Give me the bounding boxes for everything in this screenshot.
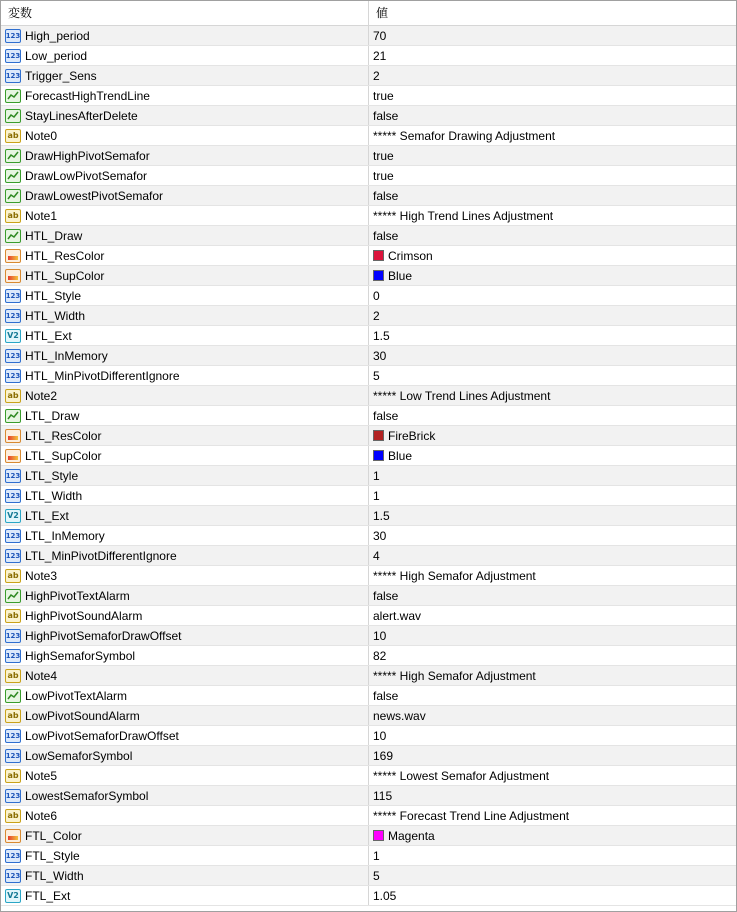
parameter-value: 4 (373, 548, 380, 563)
integer-type-icon: 123 (5, 289, 21, 303)
parameter-value: 2 (373, 68, 380, 83)
parameter-value: 5 (373, 368, 380, 383)
parameter-value: 115 (373, 788, 393, 803)
parameter-value-cell[interactable] (369, 206, 736, 225)
parameter-name: High_period (25, 28, 90, 43)
parameter-name: Note1 (25, 208, 58, 223)
parameter-value: ***** Lowest Semafor Adjustment (373, 768, 550, 783)
integer-type-icon: 123 (5, 869, 21, 883)
double-type-icon: V2 (5, 889, 21, 903)
integer-type-icon: 123 (5, 469, 21, 483)
parameter-row[interactable] (1, 366, 736, 386)
boolean-type-icon (5, 229, 21, 243)
parameter-name: Trigger_Sens (25, 68, 97, 83)
parameter-value: 10 (373, 628, 387, 643)
parameter-row[interactable] (1, 126, 736, 146)
parameter-row[interactable] (1, 86, 736, 106)
parameter-name: HighPivotSemaforDrawOffset (25, 628, 182, 643)
parameter-value: 5 (373, 868, 380, 883)
integer-type-icon: 123 (5, 349, 21, 363)
parameter-value: 1 (373, 488, 380, 503)
boolean-type-icon (5, 149, 21, 163)
string-type-icon: ab (5, 209, 21, 223)
parameter-row[interactable] (1, 166, 736, 186)
parameter-row[interactable] (1, 506, 736, 526)
integer-type-icon: 123 (5, 69, 21, 83)
parameter-name-cell (1, 26, 369, 45)
parameter-value-cell[interactable] (369, 266, 736, 285)
parameter-value: true (373, 148, 394, 163)
string-type-icon: ab (5, 129, 21, 143)
parameter-name-cell (1, 386, 369, 405)
parameter-name: HighSemaforSymbol (25, 648, 136, 663)
integer-type-icon: 123 (5, 29, 21, 43)
parameter-name-cell (1, 566, 369, 585)
integer-type-icon: 123 (5, 369, 21, 383)
parameter-name: HTL_Width (25, 308, 86, 323)
string-type-icon: ab (5, 609, 21, 623)
color-swatch (373, 830, 384, 841)
parameter-row[interactable] (1, 326, 736, 346)
parameter-row[interactable] (1, 26, 736, 46)
parameter-name: StayLinesAfterDelete (25, 108, 138, 123)
parameter-name-cell (1, 166, 369, 185)
parameter-name: FTL_Color (25, 828, 82, 843)
parameter-value: 21 (373, 48, 387, 63)
parameter-row[interactable] (1, 66, 736, 86)
parameter-name: HighPivotSoundAlarm (25, 608, 143, 623)
parameter-value: 1.5 (373, 508, 390, 523)
parameter-name-cell (1, 506, 369, 525)
parameter-row[interactable] (1, 666, 736, 686)
parameter-rows (1, 26, 736, 906)
parameter-name-cell (1, 786, 369, 805)
double-type-icon: V2 (5, 329, 21, 343)
parameter-name: FTL_Style (25, 848, 80, 863)
parameter-name-cell (1, 346, 369, 365)
parameter-row[interactable] (1, 286, 736, 306)
parameter-row[interactable] (1, 826, 736, 846)
parameter-value-cell[interactable] (369, 386, 736, 405)
parameter-row[interactable] (1, 446, 736, 466)
parameter-value-cell[interactable] (369, 126, 736, 145)
parameter-value-cell[interactable] (369, 726, 736, 745)
integer-type-icon: 123 (5, 849, 21, 863)
parameter-value: 2 (373, 308, 380, 323)
parameter-name-cell (1, 326, 369, 345)
parameter-name-cell (1, 746, 369, 765)
parameter-name-cell (1, 366, 369, 385)
parameter-value-cell[interactable] (369, 806, 736, 825)
parameter-value-cell[interactable] (369, 486, 736, 505)
string-type-icon: ab (5, 569, 21, 583)
parameter-row[interactable] (1, 646, 736, 666)
parameter-value: Blue (388, 268, 413, 283)
parameter-row[interactable] (1, 306, 736, 326)
parameter-name-cell (1, 486, 369, 505)
parameter-row[interactable] (1, 426, 736, 446)
parameter-name: Note2 (25, 388, 58, 403)
parameter-value: true (373, 88, 394, 103)
parameter-value: true (373, 168, 394, 183)
parameter-row[interactable] (1, 626, 736, 646)
string-type-icon: ab (5, 809, 21, 823)
parameter-name-cell (1, 546, 369, 565)
parameter-value-cell[interactable] (369, 86, 736, 105)
parameter-value: 0 (373, 288, 380, 303)
parameter-row[interactable] (1, 686, 736, 706)
parameter-name: DrawHighPivotSemafor (25, 148, 150, 163)
parameter-value: false (373, 408, 399, 423)
parameter-value-cell[interactable] (369, 66, 736, 85)
parameter-value: 1.5 (373, 328, 390, 343)
parameter-value-cell[interactable] (369, 846, 736, 865)
parameter-row[interactable] (1, 486, 736, 506)
parameter-name-cell (1, 666, 369, 685)
color-swatch (373, 250, 384, 261)
color-type-icon (5, 249, 21, 263)
parameter-name-cell (1, 706, 369, 725)
parameter-value: 169 (373, 748, 394, 763)
parameter-value: 1 (373, 848, 380, 863)
parameter-value-cell[interactable] (369, 506, 736, 525)
parameter-value-cell[interactable] (369, 866, 736, 885)
parameter-name-cell (1, 866, 369, 885)
parameter-value: 10 (373, 728, 387, 743)
parameter-value-cell[interactable] (369, 226, 736, 245)
parameter-row[interactable] (1, 706, 736, 726)
column-header-value[interactable]: 値 (376, 6, 389, 20)
parameter-name-cell (1, 526, 369, 545)
parameter-value: FireBrick (388, 428, 436, 443)
parameter-value-cell[interactable] (369, 646, 736, 665)
parameter-name-cell (1, 446, 369, 465)
parameter-value-cell[interactable] (369, 406, 736, 425)
parameter-value: false (373, 188, 399, 203)
parameter-value-cell[interactable] (369, 746, 736, 765)
parameter-name-cell (1, 146, 369, 165)
parameter-name: FTL_Ext (25, 888, 71, 903)
parameter-row[interactable] (1, 866, 736, 886)
string-type-icon: ab (5, 669, 21, 683)
parameter-name: DrawLowPivotSemafor (25, 168, 148, 183)
parameter-name-cell (1, 86, 369, 105)
color-swatch (373, 450, 384, 461)
parameter-name-cell (1, 46, 369, 65)
double-type-icon: V2 (5, 509, 21, 523)
boolean-type-icon (5, 689, 21, 703)
parameter-row[interactable] (1, 226, 736, 246)
parameter-name-cell (1, 686, 369, 705)
parameter-value-cell[interactable] (369, 186, 736, 205)
integer-type-icon: 123 (5, 489, 21, 503)
parameter-row[interactable] (1, 346, 736, 366)
parameter-row[interactable] (1, 46, 736, 66)
string-type-icon: ab (5, 389, 21, 403)
parameter-value-cell[interactable] (369, 286, 736, 305)
integer-type-icon: 123 (5, 749, 21, 763)
parameter-value: false (373, 588, 399, 603)
parameter-name-cell (1, 106, 369, 125)
parameter-value-cell[interactable] (369, 306, 736, 325)
grid-header (1, 1, 736, 26)
string-type-icon: ab (5, 709, 21, 723)
parameter-row[interactable] (1, 726, 736, 746)
parameter-row[interactable] (1, 266, 736, 286)
integer-type-icon: 123 (5, 789, 21, 803)
color-type-icon (5, 829, 21, 843)
parameter-name: LowSemaforSymbol (25, 748, 133, 763)
parameter-value-cell[interactable] (369, 526, 736, 545)
parameter-value-cell[interactable] (369, 106, 736, 125)
parameter-value-cell[interactable] (369, 766, 736, 785)
parameter-value-cell[interactable] (369, 666, 736, 685)
parameter-name-cell (1, 606, 369, 625)
parameter-row[interactable] (1, 886, 736, 906)
parameter-name-cell (1, 126, 369, 145)
parameter-value: ***** High Trend Lines Adjustment (373, 208, 554, 223)
parameter-value-cell[interactable] (369, 606, 736, 625)
parameter-name-cell (1, 846, 369, 865)
parameter-row[interactable] (1, 606, 736, 626)
color-type-icon (5, 449, 21, 463)
parameter-value-cell[interactable] (369, 26, 736, 45)
parameter-row[interactable] (1, 566, 736, 586)
parameter-name-cell (1, 206, 369, 225)
parameter-name-cell (1, 886, 369, 905)
parameter-row[interactable] (1, 386, 736, 406)
parameter-name-cell (1, 766, 369, 785)
parameter-value: Crimson (388, 248, 433, 263)
parameter-value: false (373, 108, 399, 123)
parameter-name-cell (1, 186, 369, 205)
boolean-type-icon (5, 589, 21, 603)
parameter-name: LTL_MinPivotDifferentIgnore (25, 548, 177, 563)
parameter-row[interactable] (1, 246, 736, 266)
parameter-name: LowPivotSemaforDrawOffset (25, 728, 179, 743)
parameter-name: LTL_InMemory (25, 528, 105, 543)
integer-type-icon: 123 (5, 529, 21, 543)
parameter-row[interactable] (1, 586, 736, 606)
parameter-name: HTL_Draw (25, 228, 83, 243)
parameter-name-cell (1, 66, 369, 85)
parameter-value: ***** Low Trend Lines Adjustment (373, 388, 551, 403)
parameter-name: HTL_Ext (25, 328, 72, 343)
parameter-name: HTL_MinPivotDifferentIgnore (25, 368, 180, 383)
parameter-value: 82 (373, 648, 387, 663)
parameter-value-cell[interactable] (369, 706, 736, 725)
parameter-row[interactable] (1, 846, 736, 866)
integer-type-icon: 123 (5, 729, 21, 743)
parameter-name-cell (1, 826, 369, 845)
parameter-row[interactable] (1, 746, 736, 766)
parameter-row[interactable] (1, 466, 736, 486)
parameter-value-cell[interactable] (369, 166, 736, 185)
parameter-name-cell (1, 806, 369, 825)
parameter-value-cell[interactable] (369, 586, 736, 605)
parameter-value-cell[interactable] (369, 466, 736, 485)
parameter-value: ***** High Semafor Adjustment (373, 568, 536, 583)
parameter-value-cell[interactable] (369, 246, 736, 265)
parameter-name-cell (1, 266, 369, 285)
parameter-value-cell[interactable] (369, 626, 736, 645)
parameter-name: DrawLowestPivotSemafor (25, 188, 164, 203)
parameter-name: ForecastHighTrendLine (25, 88, 150, 103)
parameter-row[interactable] (1, 106, 736, 126)
parameter-value: ***** Forecast Trend Line Adjustment (373, 808, 570, 823)
integer-type-icon: 123 (5, 309, 21, 323)
parameter-value-cell[interactable] (369, 146, 736, 165)
parameter-name: LTL_ResColor (25, 428, 102, 443)
parameter-name-cell (1, 646, 369, 665)
parameter-value-cell[interactable] (369, 826, 736, 845)
parameter-row[interactable] (1, 146, 736, 166)
parameter-row[interactable] (1, 186, 736, 206)
parameter-name: HTL_InMemory (25, 348, 108, 363)
parameter-name-cell (1, 586, 369, 605)
integer-type-icon: 123 (5, 49, 21, 63)
parameter-value: Blue (388, 448, 413, 463)
parameter-value: false (373, 228, 399, 243)
parameter-name: HTL_ResColor (25, 248, 105, 263)
parameter-name-cell (1, 286, 369, 305)
parameter-row[interactable] (1, 806, 736, 826)
parameter-name-cell (1, 726, 369, 745)
parameter-value-cell[interactable] (369, 566, 736, 585)
parameter-name-cell (1, 246, 369, 265)
parameter-value: 30 (373, 348, 387, 363)
boolean-type-icon (5, 109, 21, 123)
parameter-row[interactable] (1, 406, 736, 426)
parameter-value-cell[interactable] (369, 346, 736, 365)
parameter-name: LowestSemaforSymbol (25, 788, 149, 803)
parameter-value: 1 (373, 468, 380, 483)
parameter-row[interactable] (1, 766, 736, 786)
parameter-name: Note3 (25, 568, 58, 583)
integer-type-icon: 123 (5, 629, 21, 643)
parameter-name-cell (1, 626, 369, 645)
parameter-value: 1.05 (373, 888, 397, 903)
integer-type-icon: 123 (5, 549, 21, 563)
parameter-name: Low_period (25, 48, 88, 63)
parameter-value: ***** Semafor Drawing Adjustment (373, 128, 556, 143)
color-swatch (373, 270, 384, 281)
column-header-variable[interactable]: 変数 (1, 1, 369, 25)
parameter-name-cell (1, 466, 369, 485)
parameter-name: Note5 (25, 768, 58, 783)
parameter-name-cell (1, 306, 369, 325)
parameter-value: Magenta (388, 828, 435, 843)
parameter-value: false (373, 688, 399, 703)
parameter-name-cell (1, 406, 369, 425)
boolean-type-icon (5, 409, 21, 423)
parameter-name: HTL_Style (25, 288, 82, 303)
parameter-value-cell[interactable] (369, 46, 736, 65)
parameter-name: LowPivotSoundAlarm (25, 708, 140, 723)
boolean-type-icon (5, 89, 21, 103)
parameter-value-cell[interactable] (369, 446, 736, 465)
integer-type-icon: 123 (5, 649, 21, 663)
boolean-type-icon (5, 189, 21, 203)
color-type-icon (5, 269, 21, 283)
parameter-row[interactable] (1, 546, 736, 566)
parameter-name: Note6 (25, 808, 58, 823)
parameter-name: Note0 (25, 128, 58, 143)
parameter-value: 70 (373, 28, 387, 43)
parameter-name: LTL_SupColor (25, 448, 102, 463)
color-swatch (373, 430, 384, 441)
parameter-value: news.wav (373, 708, 426, 723)
string-type-icon: ab (5, 769, 21, 783)
parameter-name: LTL_Width (25, 488, 83, 503)
parameter-row[interactable] (1, 526, 736, 546)
parameter-row[interactable] (1, 206, 736, 226)
parameter-value-cell[interactable] (369, 786, 736, 805)
parameter-name: LTL_Draw (25, 408, 80, 423)
parameter-value-cell[interactable] (369, 886, 736, 905)
color-type-icon (5, 429, 21, 443)
parameter-name-cell (1, 226, 369, 245)
parameter-row[interactable] (1, 786, 736, 806)
parameter-value-cell[interactable] (369, 686, 736, 705)
parameter-value-cell[interactable] (369, 326, 736, 345)
parameter-name: LTL_Ext (25, 508, 69, 523)
parameter-value: alert.wav (373, 608, 422, 623)
boolean-type-icon (5, 169, 21, 183)
parameter-value-cell[interactable] (369, 546, 736, 565)
parameter-value-cell[interactable] (369, 426, 736, 445)
parameter-name: LTL_Style (25, 468, 79, 483)
parameter-name: HTL_SupColor (25, 268, 105, 283)
parameter-name: Note4 (25, 668, 58, 683)
parameter-name-cell (1, 426, 369, 445)
parameter-value-cell[interactable] (369, 366, 736, 385)
parameter-name: LowPivotTextAlarm (25, 688, 128, 703)
parameter-name: HighPivotTextAlarm (25, 588, 130, 603)
parameter-name: FTL_Width (25, 868, 84, 883)
parameter-value: ***** High Semafor Adjustment (373, 668, 536, 683)
parameter-value: 30 (373, 528, 387, 543)
